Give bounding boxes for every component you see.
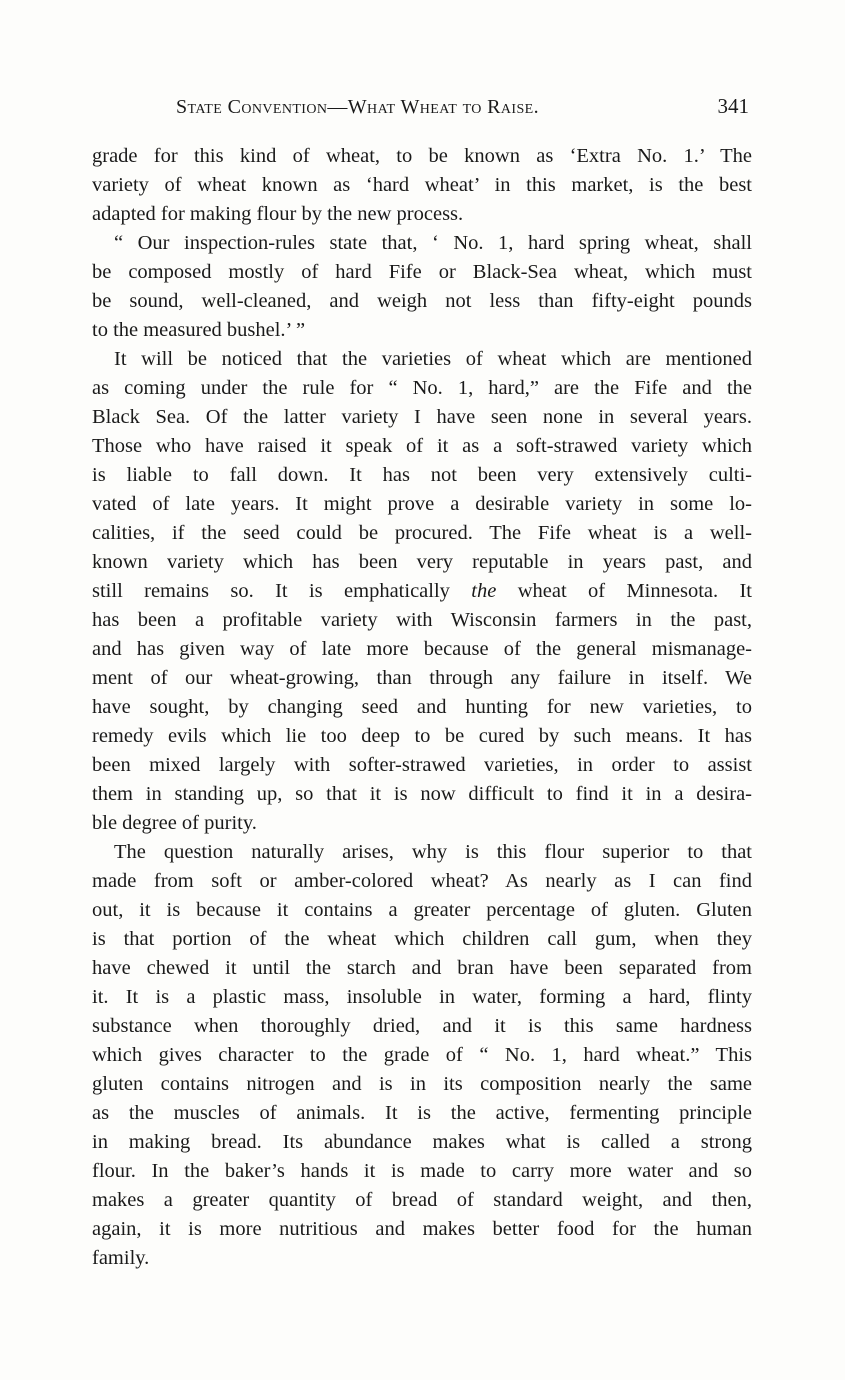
text-line: is that portion of the wheat which children call gum, when they: [92, 928, 752, 950]
text-line: family.: [92, 1247, 150, 1269]
text-line: adapted for making flour by the new process.: [92, 203, 464, 225]
text-line: out, it is because it contains a greater percentage of gluten. Gluten: [92, 899, 752, 921]
text-line: remedy evils which lie too deep to be cured by such means. It has: [92, 725, 752, 747]
text-line: as the muscles of animals. It is the active, fermenting principle: [92, 1102, 752, 1124]
page-number: 341: [717, 94, 749, 118]
text-line: still remains so. It is emphatically the wheat of Minnesota. It: [92, 580, 753, 602]
text-line: vated of late years. It might prove a desirable variety in some lo-: [92, 493, 752, 515]
paragraph: [92, 229, 752, 345]
text-line: flour. In the baker’s hands it is made to carry more water and so: [92, 1160, 752, 1182]
text-line: substance when thoroughly dried, and it is this same hardness: [92, 1015, 752, 1037]
text-line: have sought, by changing seed and hunting for new varieties, to: [92, 696, 752, 718]
text-line: The question naturally arises, why is this flour superior to that: [114, 841, 752, 863]
paragraph: [92, 142, 752, 229]
text-line: to the measured bushel.’ ”: [92, 319, 306, 341]
text-line: in making bread. Its abundance makes what is called a strong: [92, 1131, 752, 1153]
text-line: made from soft or amber-colored wheat? As nearly as I can find: [92, 870, 752, 892]
text-line: It will be noticed that the varieties of wheat which are mentioned: [114, 348, 752, 370]
text-line: be sound, well-cleaned, and weigh not less than fifty-eight pounds: [92, 290, 752, 312]
text-line: makes a greater quantity of bread of standard weight, and then,: [92, 1189, 752, 1211]
text-line: known variety which has been very reputable in years past, and: [92, 551, 752, 573]
text-line: as coming under the rule for “ No. 1, hard,” are the Fife and the: [92, 377, 752, 399]
text-line: “ Our inspection-rules state that, ‘ No. 1, hard spring wheat, shall: [114, 232, 752, 254]
body-text: [92, 142, 752, 1273]
text-line: has been a profitable variety with Wisconsin farmers in the past,: [92, 609, 752, 631]
text-line: calities, if the seed could be procured. The Fife wheat is a well-: [92, 522, 752, 544]
text-line: have chewed it until the starch and bran have been separated from: [92, 957, 752, 979]
text-line: ment of our wheat-growing, than through any failure in itself. We: [92, 667, 752, 689]
text-line: Those who have raised it speak of it as a soft-strawed variety which: [92, 435, 752, 457]
running-head-title: State Convention—What Wheat to Raise.: [176, 96, 540, 118]
text-line: again, it is more nutritious and makes better food for the human: [92, 1218, 752, 1240]
text-line: ble degree of purity.: [92, 812, 257, 834]
running-head: [92, 96, 757, 126]
emphasis: the: [471, 580, 497, 602]
text-line: variety of wheat known as ‘hard wheat’ in this market, is the best: [92, 174, 752, 196]
text-line: is liable to fall down. It has not been very extensively culti-: [92, 464, 752, 486]
text-line: and has given way of late more because of the general mismanage-: [92, 638, 752, 660]
text-line: grade for this kind of wheat, to be known as ‘Extra No. 1.’ The: [92, 145, 752, 167]
paragraph: [92, 345, 752, 838]
text-line: Black Sea. Of the latter variety I have seen none in several years.: [92, 406, 752, 428]
paragraph: [92, 838, 752, 1273]
text-line: them in standing up, so that it is now difficult to find it in a desira-: [92, 783, 752, 805]
text-line: be composed mostly of hard Fife or Black-Sea wheat, which must: [92, 261, 752, 283]
text-line: it. It is a plastic mass, insoluble in water, forming a hard, flinty: [92, 986, 752, 1008]
text-line: gluten contains nitrogen and is in its composition nearly the same: [92, 1073, 752, 1095]
text-line: been mixed largely with softer-strawed varieties, in order to assist: [92, 754, 752, 776]
text-line: which gives character to the grade of “ No. 1, hard wheat.” This: [92, 1044, 752, 1066]
